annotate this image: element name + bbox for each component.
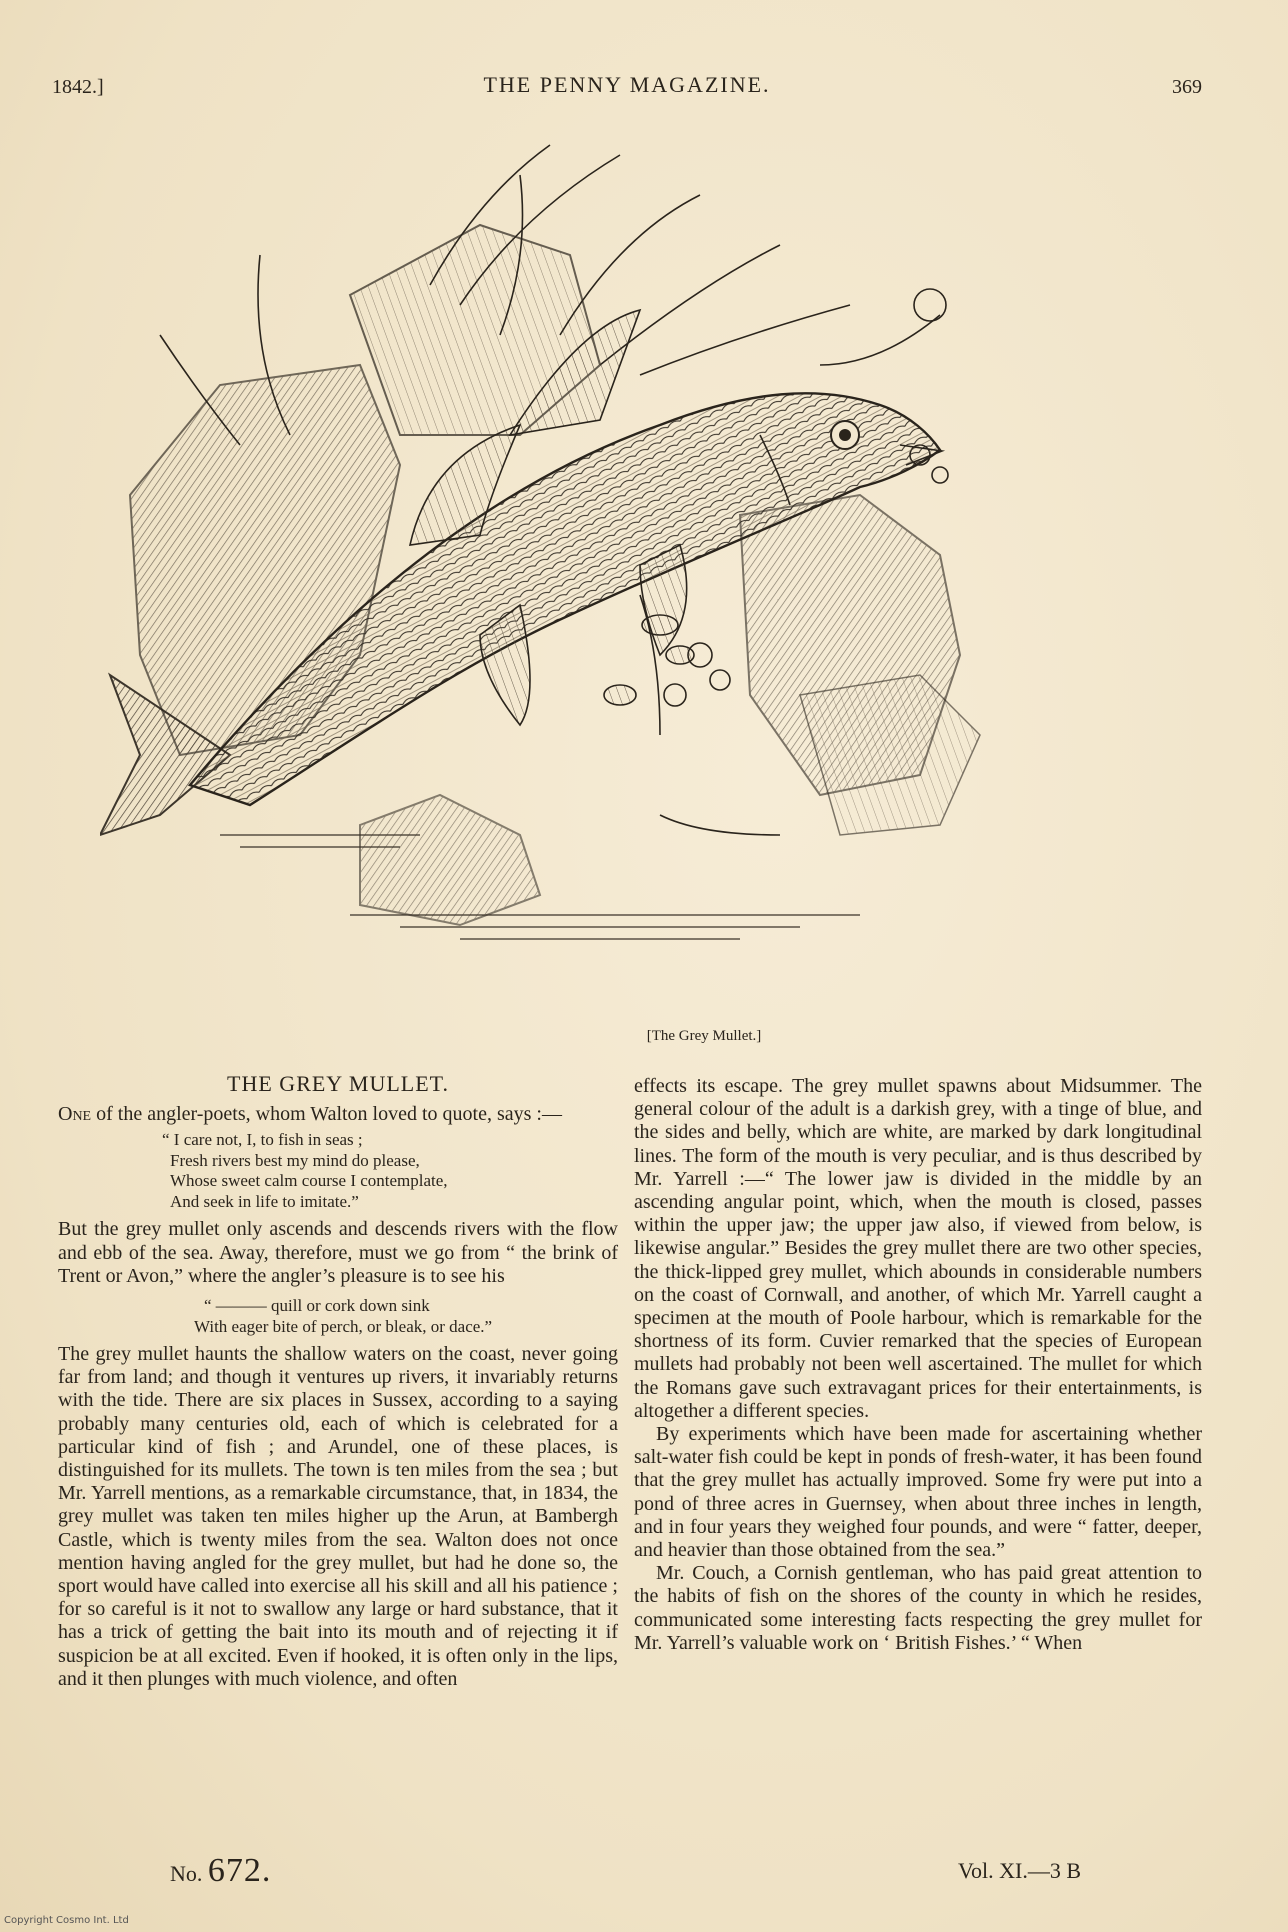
issue-number-value: 672. — [207, 1852, 272, 1889]
verse-quote-1 — [162, 1130, 618, 1212]
water-lines — [220, 835, 860, 939]
grey-mullet-engraving — [100, 135, 1150, 1005]
paragraph: effects its escape. The grey mullet spawns about Midsummer. The general colour of the adult is a darkish grey, with a tinge of blue, and the sides and belly, which are white, are marked by dark longitudinal lines. The form of the mouth is very peculiar, and is thus described by Mr. Yarrell :—“ The lower jaw is divided in the middle by an ascending angular point, which, when the mouth is closed, passes within the upper jaw; the upper jaw also, if viewed from below, is likewise angular.” Besides the grey mullet there are two other species, the thick-lipped grey mullet, which abounds in considerable numbers on the coast of Cornwall, and another, of which Mr. Yarrell caught a specimen at the mouth of Poole harbour, which is remarkable for the shortness of its form. Cuvier remarked that the species of European mullets had probably not been well ascertained. The mullet for which the Romans gave such extravagant prices for their entertainments, is altogether a different species. — [634, 1075, 1202, 1422]
verse-line: “ ——— quill or cork down sink — [204, 1296, 430, 1316]
verse-line: “ I care not, I, to fish in seas ; — [162, 1130, 363, 1150]
paragraph: Mr. Couch, a Cornish gentleman, who has paid great attention to the habits of fish on the shores of the county in which he resides, communicated some interesting facts respecting the grey mullet for Mr. Yarrell’s valuable work on ‘ British Fishes.’ “ When — [634, 1562, 1202, 1654]
paragraph: By experiments which have been made for ascertaining whether salt-water fish could be kept in ponds of fresh-water, it has been found that the grey mullet has actually improved. Some fry were put into a pond of three acres in Guernsey, when about three inches in length, and in four years they weighed four pounds, and were “ fatter, deeper, and heavier than those obtained from the sea.” — [634, 1423, 1202, 1562]
verse-line: With eager bite of perch, or bleak, or dace.” — [194, 1316, 493, 1336]
running-header — [52, 72, 1202, 106]
paragraph: But the grey mullet only ascends and descends rivers with the flow and ebb of the sea. Away, therefore, must we go from “ the brink of Trent or Avon,” where the angler’s pleasure is to see his — [58, 1218, 618, 1287]
verse-quote-2 — [194, 1296, 618, 1337]
verse-line: Whose sweet calm course I contemplate, — [170, 1171, 448, 1191]
header-page-number: 369 — [1172, 76, 1202, 98]
volume-signature: Vol. XI.—3 B — [958, 1858, 1082, 1883]
article-title: THE GREY MULLET. — [227, 1071, 449, 1096]
verse-line: And seek in life to imitate.” — [170, 1191, 359, 1211]
verse-line: Fresh rivers best my mind do please, — [170, 1150, 420, 1170]
issue-number — [170, 1852, 271, 1890]
text-column-left — [58, 1072, 618, 1691]
header-title: THE PENNY MAGAZINE. — [483, 72, 771, 97]
paragraph: The grey mullet haunts the shallow waters on the coast, never going far from land; and though it ventures up rivers, it invariably returns with the tide. There are six places in Sussex, according to a saying probably many centuries old, each of which is celebrated for a particular kind of fish ; and Arundel, one of these places, is distinguished for its mullets. The town is ten miles from the sea ; but Mr. Yarrell mentions, as a remarkable circumstance, that, in 1834, the grey mullet was taken ten miles higher up the Arun, at Bambergh Castle, which is twenty miles from the sea. Walton does not once mention having angled for the grey mullet, but had he done so, the sport would have called into exercise all his skill and all his patience ; for so careful is it not to swallow any large or hard substance, that it has a trick of getting the bait into its mouth and of rejecting it if suspicion be at all excited. Even if hooked, it is often only in the lips, and it then plunges with much violence, and often — [58, 1343, 618, 1690]
issue-number-label: No. — [170, 1861, 203, 1886]
header-year: 1842.] — [52, 76, 104, 98]
intro-text: of the angler-poets, whom Walton loved to quote, says :— — [91, 1103, 562, 1126]
drop-word: One — [58, 1103, 92, 1126]
text-column-right — [634, 1075, 1202, 1655]
copyright-watermark: Copyright Cosmo Int. Ltd — [4, 1915, 129, 1926]
figure-caption: [The Grey Mullet.] — [646, 1028, 762, 1044]
intro-paragraph — [58, 1103, 618, 1126]
